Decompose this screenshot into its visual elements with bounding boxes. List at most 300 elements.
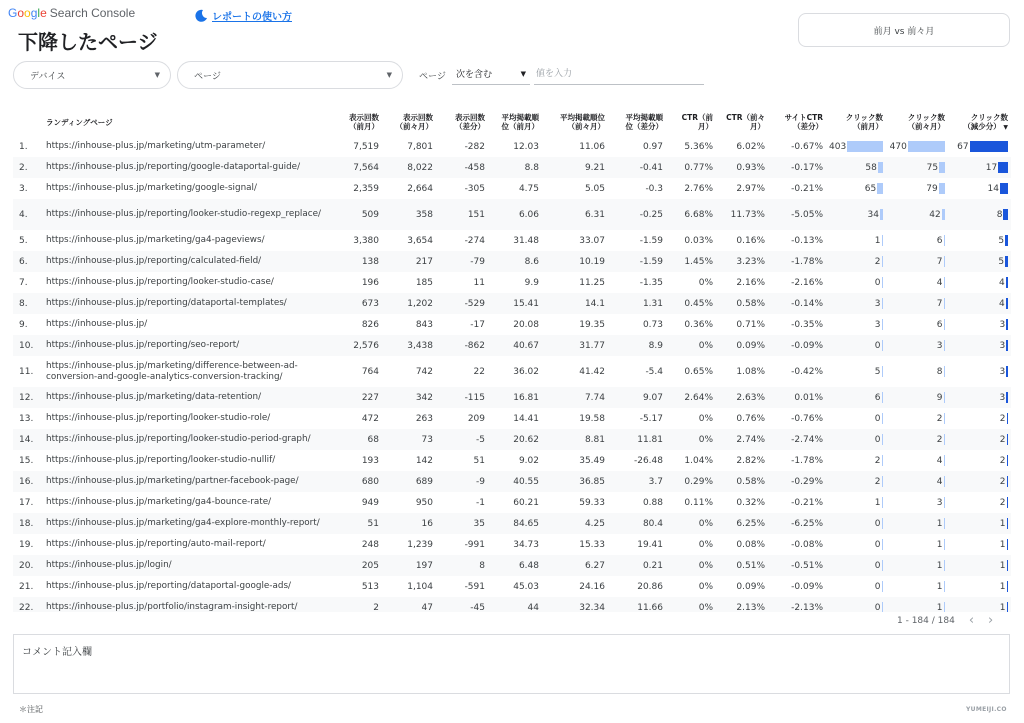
cell-impressions-diff: -115	[436, 387, 488, 408]
cell-impressions-prev2: 197	[382, 555, 436, 576]
cell-position-diff: -1.59	[608, 251, 666, 272]
click-bar	[942, 209, 945, 220]
cell-site-ctr-diff: -1.78%	[791, 455, 823, 466]
cell-impressions-prev2: 3,654	[407, 235, 433, 246]
howto-link-group[interactable]	[194, 8, 292, 23]
table-row[interactable]	[13, 136, 1011, 157]
cell-position-diff: 3.7	[608, 471, 666, 492]
device-filter-dropdown[interactable]	[13, 61, 171, 89]
cell-ctr-prev2: 0.08%	[736, 539, 765, 550]
click-bar	[998, 162, 1008, 173]
header-line: 平均掲載順	[501, 113, 539, 122]
cell-impressions-diff: 22	[473, 366, 485, 377]
landing-page-url[interactable]: https://inhouse-plus.jp/reporting/looker-studio-case/	[46, 277, 274, 288]
landing-page-url[interactable]: https://inhouse-plus.jp/	[46, 319, 148, 330]
click-value: 0	[874, 539, 881, 550]
cell-position-prev2: 41.42	[579, 366, 605, 377]
click-bar	[882, 476, 884, 487]
comment-label: コメント記入欄	[22, 647, 92, 658]
cell-position-prev2: 4.25	[542, 513, 608, 534]
cell-site-ctr-diff: -0.17%	[768, 157, 826, 178]
click-value: 4	[998, 277, 1005, 288]
cell-ctr-prev: 0.45%	[666, 293, 716, 314]
landing-page-url[interactable]: https://inhouse-plus.jp/reporting/seo-report/	[43, 335, 330, 356]
cell-clicks-decrease	[948, 335, 1011, 356]
table-row[interactable]	[13, 251, 1011, 272]
row-index: 16.	[13, 471, 43, 492]
cell-site-ctr-diff: -2.74%	[768, 429, 826, 450]
table-row[interactable]	[13, 387, 1011, 408]
landing-page-url[interactable]: https://inhouse-plus.jp/marketing/ga4-bounce-rate/	[46, 497, 272, 508]
cell-position-prev2: 8.81	[542, 429, 608, 450]
moon-icon	[194, 9, 208, 23]
click-value: 2	[999, 476, 1006, 487]
table-row[interactable]	[13, 408, 1011, 429]
cell-position-diff: 80.4	[608, 513, 666, 534]
header-position-prev[interactable]	[488, 108, 542, 136]
table-row[interactable]	[13, 335, 1011, 356]
click-value: 2	[874, 455, 881, 466]
click-value: 0	[874, 581, 881, 592]
cell-clicks-decrease	[948, 178, 1011, 199]
row-index: 2.	[13, 157, 43, 178]
click-bar	[882, 298, 884, 309]
click-value: 5	[874, 366, 881, 377]
page-filter-dropdown[interactable]	[177, 61, 403, 89]
header-line: （前々月）	[907, 122, 945, 131]
cell-site-ctr-diff: 0.01%	[768, 387, 826, 408]
cell-impressions-prev2: 47	[382, 597, 436, 612]
click-value: 1	[936, 581, 943, 592]
click-value: 0	[874, 277, 881, 288]
brand-watermark: YUMEIJI.CO	[966, 706, 1007, 713]
click-value: 75	[926, 162, 939, 173]
click-bar	[944, 366, 946, 377]
cell-clicks-decrease	[948, 534, 1011, 555]
row-index: 18.	[13, 513, 43, 534]
header-line: 位（差分）	[625, 122, 663, 131]
logo-letter: l	[37, 6, 41, 20]
header-position-prev2[interactable]	[542, 108, 608, 136]
cell-clicks-prev2	[886, 408, 948, 429]
header-clicks-prev2[interactable]	[886, 108, 948, 136]
cell-clicks-decrease	[948, 157, 1011, 178]
cell-ctr-prev2: 0.09%	[736, 581, 765, 592]
cell-position-diff: 0.97	[642, 141, 663, 152]
cell-ctr-prev2: 0.58%	[716, 471, 768, 492]
cell-impressions-diff: -1	[476, 497, 485, 508]
click-value: 403	[829, 141, 847, 152]
cell-position-prev2: 15.33	[579, 539, 605, 550]
cell-clicks-prev2	[886, 293, 948, 314]
cell-clicks-prev	[826, 136, 886, 157]
cell-clicks-decrease	[948, 136, 1011, 157]
cell-ctr-prev: 0.36%	[684, 319, 713, 330]
cell-site-ctr-diff: -0.29%	[768, 471, 826, 492]
cell-position-prev2: 24.16	[579, 581, 605, 592]
table-row[interactable]	[13, 450, 1011, 471]
cell-position-diff: 19.41	[637, 539, 663, 550]
row-index: 3.	[19, 183, 28, 194]
cell-clicks-decrease	[948, 450, 1011, 471]
cell-ctr-prev: 0.65%	[684, 366, 713, 377]
cell-ctr-prev2: 2.82%	[736, 455, 765, 466]
click-bar	[944, 298, 946, 309]
click-bar	[882, 539, 884, 550]
table-row[interactable]	[13, 597, 1011, 612]
cell-clicks-prev2	[886, 555, 948, 576]
cell-ctr-prev2: 2.13%	[716, 597, 768, 612]
row-index: 1.	[19, 141, 28, 152]
cell-clicks-prev	[826, 576, 886, 597]
header-clicks-decrease[interactable]	[948, 108, 1011, 136]
cell-position-prev2: 35.49	[579, 455, 605, 466]
landing-page-url[interactable]: https://inhouse-plus.jp/marketing/ga4-pageviews/	[46, 235, 265, 246]
table-row[interactable]	[13, 513, 1011, 534]
header-line: CTR（前	[681, 113, 713, 122]
cell-position-diff: 0.73	[642, 319, 663, 330]
click-value: 5	[998, 235, 1005, 246]
landing-page-url[interactable]: https://inhouse-plus.jp/reporting/auto-mail-report/	[46, 539, 266, 550]
cell-impressions-prev2: 358	[382, 199, 436, 230]
cell-ctr-prev2: 0.51%	[716, 555, 768, 576]
landing-page-url[interactable]: https://inhouse-plus.jp/portfolio/instagram-insight-report/	[43, 597, 330, 612]
click-value: 1	[999, 518, 1006, 529]
cell-impressions-prev: 3,380	[353, 235, 379, 246]
click-bar	[1007, 413, 1009, 424]
table-row[interactable]	[13, 492, 1011, 513]
header-impressions-prev[interactable]	[330, 108, 382, 136]
landing-page-url[interactable]: https://inhouse-plus.jp/marketing/utm-parameter/	[46, 141, 266, 152]
cell-ctr-prev: 0%	[666, 429, 716, 450]
landing-page-url[interactable]: https://inhouse-plus.jp/marketing/difference-between-ad-conversion-and-google-analytics-conversion-tracking/	[46, 361, 298, 382]
cell-clicks-prev	[826, 251, 886, 272]
cell-clicks-decrease	[948, 230, 1011, 251]
landing-page-table	[13, 108, 1011, 612]
cell-clicks-prev2	[886, 429, 948, 450]
click-bar	[1006, 366, 1008, 377]
click-bar	[882, 340, 884, 351]
click-bar	[1007, 497, 1009, 508]
cell-impressions-prev2: 8,022	[382, 157, 436, 178]
cell-impressions-prev2: 2,664	[407, 183, 433, 194]
cell-impressions-prev: 51	[330, 513, 382, 534]
header-ctr-prev2[interactable]	[716, 108, 768, 136]
cell-position-diff: 9.07	[608, 387, 666, 408]
landing-page-url[interactable]: https://inhouse-plus.jp/reporting/dataportal-google-ads/	[46, 581, 292, 592]
click-bar	[1006, 340, 1008, 351]
cell-site-ctr-diff: -0.76%	[791, 413, 823, 424]
click-bar	[882, 602, 884, 612]
cell-position-prev: 8.8	[488, 157, 542, 178]
click-bar	[1005, 256, 1008, 267]
table-row[interactable]	[13, 314, 1011, 335]
table-row[interactable]	[13, 356, 1011, 387]
click-value: 79	[926, 183, 938, 194]
comment-box[interactable]	[13, 634, 1010, 694]
landing-page-url[interactable]: https://inhouse-plus.jp/reporting/looker-studio-nullif/	[46, 455, 276, 466]
click-value: 4	[998, 298, 1005, 309]
cell-ctr-prev2: 2.74%	[716, 429, 768, 450]
cell-position-prev2: 5.05	[584, 183, 605, 194]
click-value: 4	[936, 476, 943, 487]
cell-clicks-prev	[826, 356, 886, 387]
cell-site-ctr-diff: -1.78%	[768, 251, 826, 272]
header-position-diff[interactable]	[608, 108, 666, 136]
cell-position-diff: 11.81	[608, 429, 666, 450]
cell-clicks-decrease	[948, 314, 1011, 335]
cell-ctr-prev: 2.64%	[666, 387, 716, 408]
row-index: 6.	[13, 251, 43, 272]
cell-clicks-prev	[826, 293, 886, 314]
cell-ctr-prev: 0%	[666, 597, 716, 612]
cell-position-prev2: 11.06	[579, 141, 605, 152]
cell-site-ctr-diff: -0.09%	[791, 581, 823, 592]
cell-position-prev2: 6.27	[542, 555, 608, 576]
cell-ctr-prev2: 0.76%	[736, 413, 765, 424]
table-row[interactable]	[13, 230, 1011, 251]
click-value: 1	[999, 560, 1006, 571]
cell-impressions-diff: -5	[436, 429, 488, 450]
cell-site-ctr-diff: -2.16%	[791, 277, 823, 288]
click-value: 0	[874, 602, 881, 612]
cell-clicks-prev2	[886, 513, 948, 534]
landing-page-url[interactable]: https://inhouse-plus.jp/reporting/calculated-field/	[43, 251, 330, 272]
cell-site-ctr-diff: -0.08%	[791, 539, 823, 550]
cell-position-prev2: 59.33	[579, 497, 605, 508]
cell-ctr-prev: 1.45%	[666, 251, 716, 272]
cell-impressions-prev: 7,564	[330, 157, 382, 178]
pagination	[897, 613, 993, 628]
cell-position-prev: 12.03	[513, 141, 539, 152]
table-row[interactable]	[13, 272, 1011, 293]
cell-clicks-decrease	[948, 597, 1011, 612]
cell-impressions-prev: 193	[361, 455, 379, 466]
click-value: 67	[957, 141, 969, 152]
cell-position-diff: 0.21	[608, 555, 666, 576]
cell-clicks-prev2	[886, 471, 948, 492]
cell-impressions-prev2: 342	[382, 387, 436, 408]
cell-position-diff: -1.35	[639, 277, 663, 288]
match-type-select[interactable]	[452, 63, 530, 85]
cell-clicks-prev	[826, 534, 886, 555]
cell-position-diff: -5.4	[645, 366, 663, 377]
cell-clicks-prev2	[886, 157, 948, 178]
cell-clicks-prev2	[886, 136, 948, 157]
landing-page-url[interactable]: https://inhouse-plus.jp/reporting/dataportal-templates/	[43, 293, 330, 314]
click-bar	[908, 141, 945, 152]
click-value: 9	[936, 392, 943, 403]
click-value: 2	[936, 434, 943, 445]
cell-impressions-diff: -529	[436, 293, 488, 314]
click-bar	[882, 319, 884, 330]
cell-impressions-diff: 209	[467, 413, 485, 424]
click-value: 2	[874, 256, 881, 267]
table-row[interactable]	[13, 429, 1011, 450]
header-line: 表示回数	[455, 113, 485, 122]
click-bar	[944, 602, 946, 612]
cell-impressions-diff: -282	[464, 141, 485, 152]
cell-ctr-prev: 0%	[698, 277, 713, 288]
cell-position-prev: 16.81	[488, 387, 542, 408]
cell-position-prev2: 14.1	[542, 293, 608, 314]
cell-clicks-prev2	[886, 387, 948, 408]
click-bar	[944, 319, 946, 330]
cell-clicks-prev2	[886, 199, 948, 230]
cell-impressions-prev2: 185	[415, 277, 433, 288]
pagination-range: 1 - 184 / 184	[897, 615, 955, 626]
chevron-right-icon[interactable]: ›	[988, 613, 994, 628]
click-value: 1	[936, 602, 943, 612]
cell-position-prev: 31.48	[513, 235, 539, 246]
cell-position-prev2: 11.25	[579, 277, 605, 288]
landing-page-url[interactable]: https://inhouse-plus.jp/marketing/ga4-explore-monthly-report/	[43, 513, 330, 534]
row-index: 19.	[19, 539, 34, 550]
table-row[interactable]	[13, 576, 1011, 597]
cell-impressions-prev: 680	[330, 471, 382, 492]
landing-page-url[interactable]: https://inhouse-plus.jp/reporting/looker-studio-period-graph/	[43, 429, 330, 450]
cell-site-ctr-diff: -6.25%	[768, 513, 826, 534]
click-value: 42	[929, 209, 941, 220]
table-row[interactable]	[13, 199, 1011, 230]
click-value: 2	[999, 455, 1006, 466]
click-value: 2	[999, 413, 1006, 424]
cell-clicks-prev2	[886, 492, 948, 513]
row-index: 17.	[19, 497, 34, 508]
google-search-console-logo	[8, 6, 135, 20]
footer-note: ＊注記	[19, 705, 43, 714]
click-value: 1	[936, 518, 943, 529]
cell-clicks-prev	[826, 230, 886, 251]
cell-ctr-prev2: 0.32%	[736, 497, 765, 508]
period-comparison-box: 前月 vs 前々月	[798, 13, 1010, 47]
cell-site-ctr-diff: -0.21%	[791, 497, 823, 508]
click-bar	[944, 497, 946, 508]
cell-position-diff: -26.48	[633, 455, 663, 466]
cell-position-diff: 20.86	[637, 581, 663, 592]
cell-ctr-prev2: 3.23%	[716, 251, 768, 272]
cell-clicks-prev2	[886, 597, 948, 612]
cell-clicks-prev	[826, 597, 886, 612]
landing-page-url[interactable]: https://inhouse-plus.jp/marketing/google-signal/	[46, 183, 257, 194]
cell-position-prev: 44	[488, 597, 542, 612]
landing-page-url[interactable]: https://inhouse-plus.jp/reporting/looker-studio-regexp_replace/	[43, 199, 330, 230]
click-value: 1	[999, 539, 1006, 550]
click-bar	[1005, 235, 1008, 246]
click-value: 7	[936, 298, 943, 309]
landing-page-url[interactable]: https://inhouse-plus.jp/reporting/looker-studio-role/	[46, 413, 271, 424]
cell-impressions-diff: 35	[436, 513, 488, 534]
click-value: 0	[874, 340, 881, 351]
click-bar	[878, 162, 883, 173]
header-landing-page[interactable]: ランディングページ	[46, 117, 113, 127]
cell-ctr-prev2: 2.97%	[736, 183, 765, 194]
page-filter-label: ページ	[419, 72, 446, 82]
click-bar	[944, 581, 946, 592]
table-row[interactable]	[13, 178, 1011, 199]
logo-letter: e	[40, 6, 47, 20]
click-bar	[882, 497, 884, 508]
click-bar	[882, 518, 884, 529]
chevron-left-icon[interactable]: ‹	[968, 613, 975, 628]
cell-ctr-prev2: 0.93%	[716, 157, 768, 178]
cell-impressions-prev2: 1,239	[407, 539, 433, 550]
cell-position-prev: 40.55	[488, 471, 542, 492]
filter-value-input[interactable]	[534, 63, 704, 85]
header-clicks-prev[interactable]	[826, 108, 886, 136]
cell-impressions-prev2: 742	[415, 366, 433, 377]
landing-page-url[interactable]: https://inhouse-plus.jp/marketing/partner-facebook-page/	[43, 471, 330, 492]
header-ctr-prev[interactable]	[666, 108, 716, 136]
cell-clicks-prev2	[886, 251, 948, 272]
header-line: （前月）	[853, 122, 883, 131]
table-row[interactable]	[13, 157, 1011, 178]
cell-position-diff: 8.9	[608, 335, 666, 356]
cell-position-diff: -0.25	[608, 199, 666, 230]
cell-site-ctr-diff: -0.51%	[768, 555, 826, 576]
cell-clicks-decrease	[948, 293, 1011, 314]
cell-site-ctr-diff: -0.14%	[768, 293, 826, 314]
cell-impressions-diff: 151	[436, 199, 488, 230]
table-row[interactable]	[13, 534, 1011, 555]
landing-page-url[interactable]: https://inhouse-plus.jp/login/	[43, 555, 330, 576]
header-impressions-prev2[interactable]	[382, 108, 436, 136]
table-row[interactable]	[13, 293, 1011, 314]
click-bar	[882, 434, 884, 445]
header-line: （前々月）	[395, 122, 433, 131]
cell-impressions-prev2: 689	[382, 471, 436, 492]
cell-position-prev2: 19.35	[579, 319, 605, 330]
header-impressions-diff[interactable]	[436, 108, 488, 136]
sort-desc-icon: ▼	[1003, 123, 1008, 131]
cell-impressions-prev2: 1,104	[407, 581, 433, 592]
logo-letter: o	[24, 6, 31, 20]
click-value: 7	[936, 256, 943, 267]
cell-impressions-diff: 51	[473, 455, 485, 466]
cell-position-diff: -5.17	[639, 413, 663, 424]
cell-impressions-prev2: 1,202	[382, 293, 436, 314]
cell-clicks-prev	[826, 408, 886, 429]
cell-position-diff: -0.3	[645, 183, 663, 194]
cell-position-prev: 60.21	[513, 497, 539, 508]
cell-site-ctr-diff: -0.42%	[791, 366, 823, 377]
click-value: 3	[874, 319, 881, 330]
caret-down-icon: ▼	[520, 69, 526, 78]
table-row[interactable]	[13, 471, 1011, 492]
cell-clicks-prev2	[886, 314, 948, 335]
cell-impressions-prev2: 843	[415, 319, 433, 330]
table-row[interactable]	[13, 555, 1011, 576]
cell-clicks-prev	[826, 178, 886, 199]
cell-impressions-diff: -862	[436, 335, 488, 356]
landing-page-url[interactable]: https://inhouse-plus.jp/reporting/google-dataportal-guide/	[43, 157, 330, 178]
cell-position-prev: 36.02	[513, 366, 539, 377]
click-value: 1	[936, 539, 943, 550]
click-value: 5	[998, 256, 1005, 267]
cell-impressions-prev2: 7,801	[407, 141, 433, 152]
click-bar	[880, 209, 883, 220]
howto-link[interactable]: レポートの使い方	[212, 12, 292, 23]
row-index: 10.	[13, 335, 43, 356]
cell-clicks-decrease	[948, 199, 1011, 230]
cell-impressions-prev: 248	[361, 539, 379, 550]
landing-page-url[interactable]: https://inhouse-plus.jp/marketing/data-retention/	[43, 387, 330, 408]
click-bar	[970, 141, 1008, 152]
header-site-ctr-diff[interactable]	[768, 108, 826, 136]
page-title: 下降したページ	[18, 30, 158, 54]
cell-impressions-prev: 196	[361, 277, 379, 288]
header-line: （前月）	[349, 122, 379, 131]
